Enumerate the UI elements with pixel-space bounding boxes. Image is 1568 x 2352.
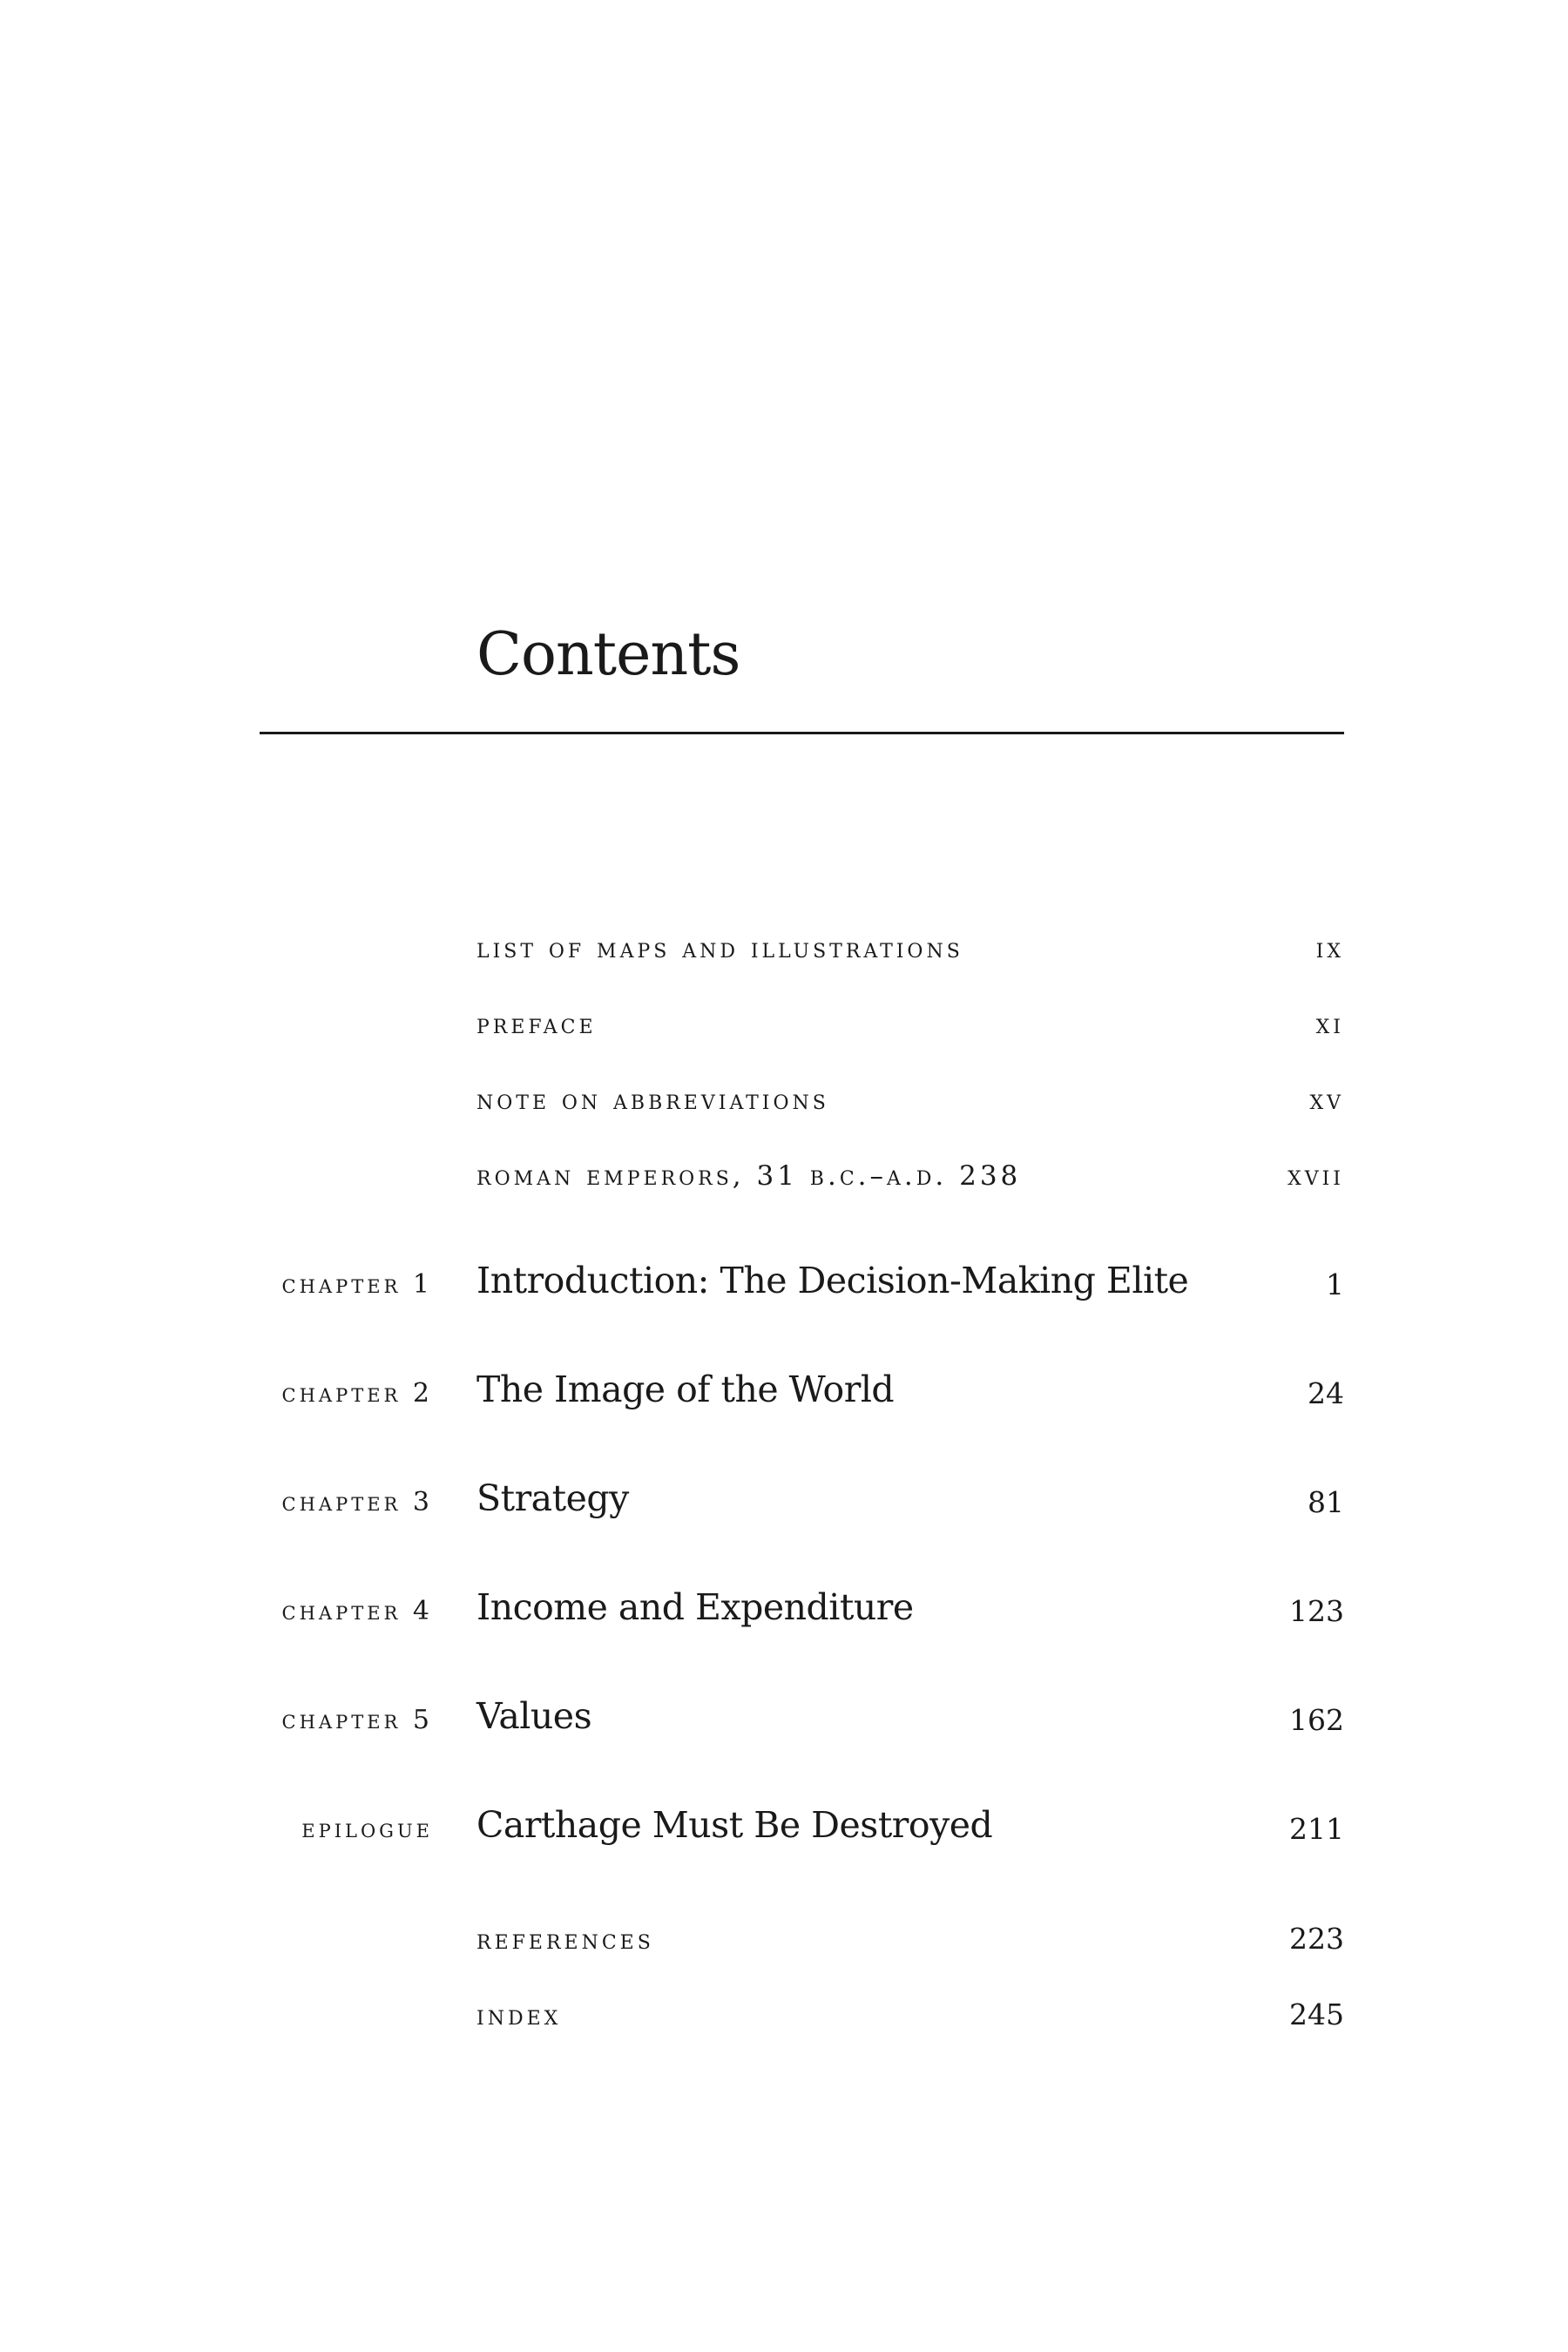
toc-page-number: xv — [1309, 1085, 1344, 1116]
toc-page-number: ix — [1315, 933, 1344, 964]
toc-row-front-matter[interactable] — [0, 919, 1568, 971]
toc-row-front-matter[interactable] — [0, 1071, 1568, 1123]
toc-entry-title[interactable]: Carthage Must Be Destroyed — [476, 1804, 993, 1846]
toc-page-number: 211 — [1289, 1812, 1344, 1846]
chapter-label: chapter 1 — [281, 1269, 433, 1300]
toc-row-front-matter[interactable] — [0, 995, 1568, 1047]
chapter-label: chapter 2 — [281, 1378, 433, 1409]
toc-entry-title[interactable]: Strategy — [476, 1477, 629, 1519]
toc-row-back-matter[interactable] — [0, 1910, 1568, 1963]
toc-row-chapter[interactable] — [0, 1692, 1568, 1744]
toc-row-front-matter[interactable] — [0, 1146, 1568, 1199]
chapter-label: chapter 3 — [281, 1487, 433, 1517]
title-rule — [260, 732, 1344, 734]
toc-entry-title[interactable]: roman emperors, 31 b.c.–a.d. 238 — [476, 1160, 1022, 1192]
toc-row-chapter[interactable] — [0, 1474, 1568, 1526]
toc-page-number: xvii — [1288, 1160, 1344, 1192]
toc-page-number: xi — [1315, 1009, 1344, 1040]
toc-page-number: 123 — [1289, 1594, 1344, 1628]
toc-row-epilogue[interactable] — [0, 1801, 1568, 1853]
toc-entry-title[interactable]: preface — [476, 1009, 597, 1040]
toc-page-number: 223 — [1289, 1922, 1344, 1956]
page-title: Contents — [476, 620, 740, 689]
toc-entry-title[interactable]: Introduction: The Decision-Making Elite — [476, 1260, 1189, 1301]
toc-page-number: 24 — [1308, 1376, 1344, 1410]
toc-entry-title[interactable]: index — [476, 2000, 562, 2031]
toc-entry-title[interactable]: Income and Expenditure — [476, 1586, 914, 1628]
toc-entry-title[interactable]: list of maps and illustrations — [476, 933, 963, 964]
chapter-label: chapter 5 — [281, 1705, 433, 1735]
toc-page-number: 1 — [1326, 1267, 1344, 1301]
toc-entry-title[interactable]: The Image of the World — [476, 1369, 895, 1410]
chapter-label: epilogue — [301, 1814, 433, 1844]
toc-row-chapter[interactable] — [0, 1365, 1568, 1417]
toc-row-chapter[interactable] — [0, 1583, 1568, 1635]
toc-entry-title[interactable]: note on abbreviations — [476, 1085, 829, 1116]
toc-page-number: 162 — [1289, 1703, 1344, 1737]
toc-page-number: 245 — [1289, 1997, 1344, 2031]
toc-entry-title[interactable]: references — [476, 1924, 654, 1956]
toc-page-number: 81 — [1308, 1485, 1344, 1519]
toc-entry-title[interactable]: Values — [476, 1695, 592, 1737]
toc-row-back-matter[interactable] — [0, 1986, 1568, 2038]
toc-row-chapter[interactable] — [0, 1256, 1568, 1308]
chapter-label: chapter 4 — [281, 1596, 433, 1626]
